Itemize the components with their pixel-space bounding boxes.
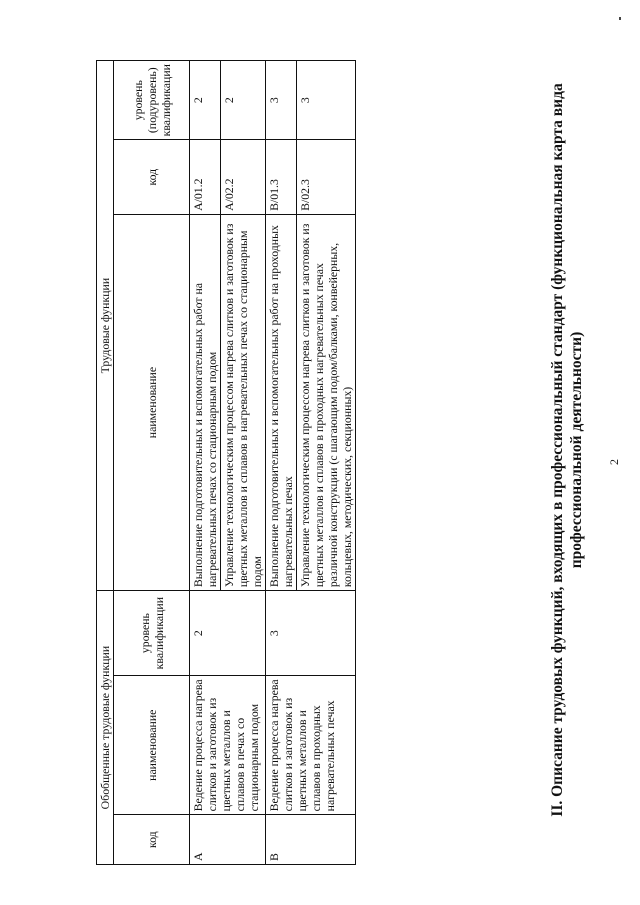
section-title-line2: профессиональной деятельности) bbox=[568, 331, 585, 569]
page-number: 2 bbox=[607, 459, 621, 465]
scan-mark bbox=[619, 17, 621, 20]
function-code: В/01.3 bbox=[266, 140, 297, 215]
table-row bbox=[266, 61, 297, 865]
header-sublevel bbox=[114, 61, 190, 140]
header-sublevel-line3: квалификации bbox=[158, 64, 173, 137]
generalized-name: Ведение процесса нагрева слитков и заготовок из цветных металлов и сплавов в проходных нагревательных печах bbox=[266, 676, 356, 815]
header-sublevel-line2: (подуровень) bbox=[144, 67, 159, 134]
generalized-code: А bbox=[190, 815, 266, 865]
header-code: код bbox=[114, 815, 190, 865]
generalized-level: 2 bbox=[190, 591, 266, 676]
function-name: Управление технологическим процессом нагрева слитков и заготовок из цветных металлов и сплавов в нагревательных печах со стационарным подом bbox=[221, 214, 266, 590]
function-level: 3 bbox=[266, 61, 297, 140]
function-code: В/02.3 bbox=[297, 140, 356, 215]
function-level: 2 bbox=[190, 61, 221, 140]
generalized-level: 3 bbox=[266, 591, 356, 676]
function-name: Управление технологическим процессом нагрева слитков и заготовок из цветных металлов и сплавов в проходных нагревательных печах различной конструкции (с шагающим подом/балками, конвейерных, кольцевых, методических, секционных) bbox=[297, 214, 356, 590]
table-row bbox=[190, 61, 221, 865]
functions-table bbox=[96, 60, 356, 865]
function-name: Выполнение подготовительных и вспомогательных работ на нагревательных печах со стационарным подом bbox=[190, 214, 221, 590]
header-labor-functions: Трудовые функции bbox=[97, 61, 114, 591]
header-generalized-functions: Обобщенные трудовые функции bbox=[97, 591, 114, 865]
header-sublevel-line1: уровень bbox=[130, 80, 145, 121]
function-name: Выполнение подготовительных и вспомогательных работ на проходных нагревательных печах bbox=[266, 214, 297, 590]
function-level: 3 bbox=[297, 61, 356, 140]
header-function-name: наименование bbox=[114, 214, 190, 590]
function-code: А/01.2 bbox=[190, 140, 221, 215]
section-title-line1: II. Описание трудовых функций, входящих в профессиональный стандарт (функциональная карта вида bbox=[549, 83, 566, 817]
generalized-name: Ведение процесса нагрева слитков и заготовок из цветных металлов и сплавов в печах со стационарным подом bbox=[190, 676, 266, 815]
function-code: А/02.2 bbox=[221, 140, 266, 215]
header-name: наименование bbox=[114, 676, 190, 815]
header-qualification-level: уровень квалификации bbox=[114, 591, 190, 676]
header-function-code: код bbox=[114, 140, 190, 215]
generalized-code: В bbox=[266, 815, 356, 865]
function-level: 2 bbox=[221, 61, 266, 140]
